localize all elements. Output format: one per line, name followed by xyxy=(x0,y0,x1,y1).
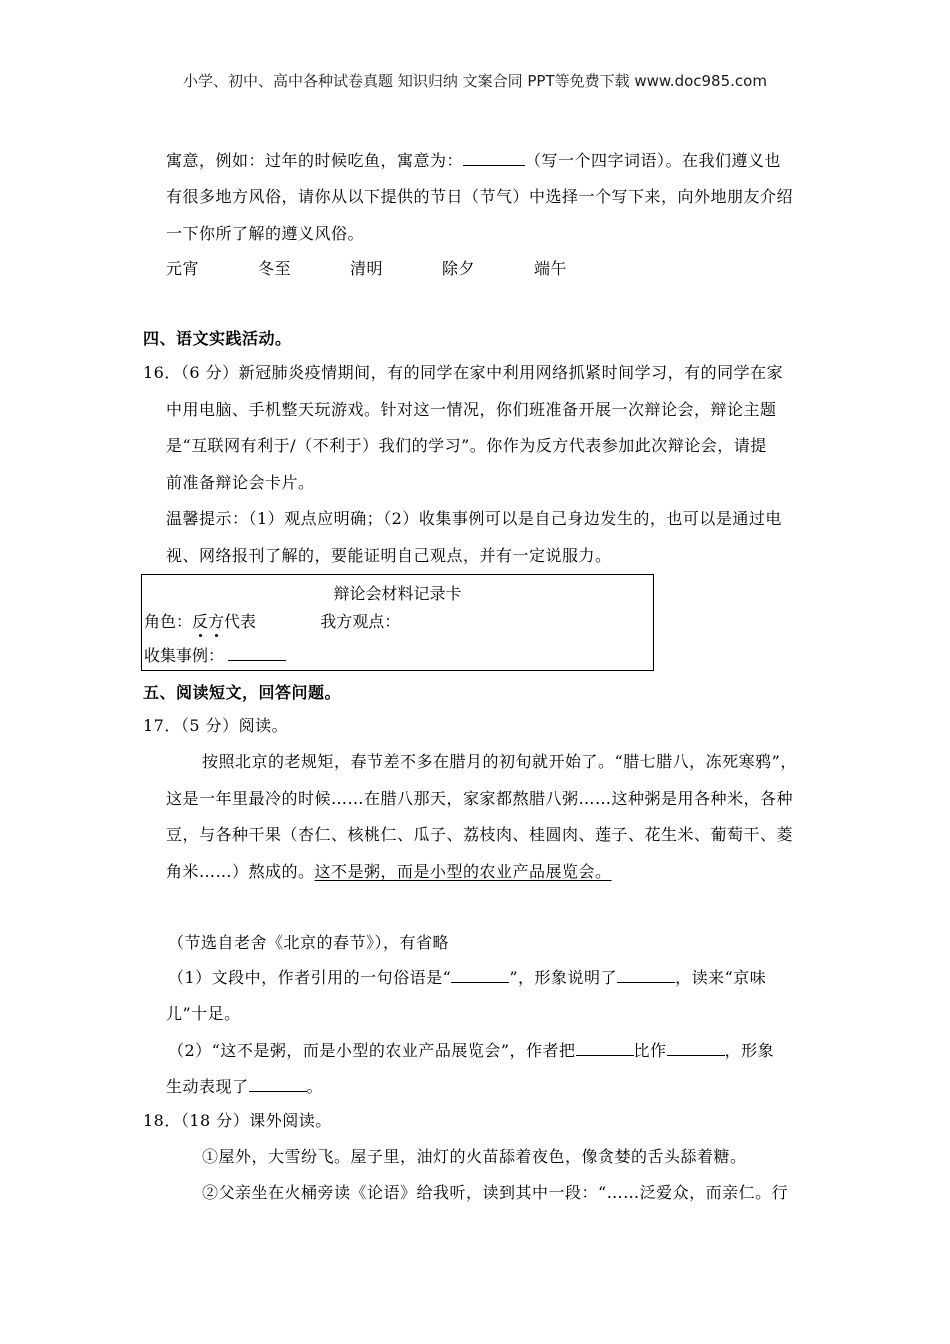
q17-sub1-c: ，读来“京味 xyxy=(675,968,767,987)
q18-para2: ②父亲坐在火桶旁读《论语》给我听，读到其中一段：“……泛爱众，而亲仁。行 xyxy=(202,1183,789,1202)
festival-option: 除夕 xyxy=(442,259,476,278)
q17-sub1-b: ”，形象说明了 xyxy=(509,968,618,987)
q18-para1: ①屋外，大雪纷飞。屋子里，油灯的火苗舔着夜色，像贪婪的舌头舔着糖。 xyxy=(202,1147,747,1166)
q17-sub2-b: 比作 xyxy=(633,1041,667,1060)
examples-blank[interactable] xyxy=(228,646,286,661)
festival-option: 清明 xyxy=(350,259,384,278)
festival-option: 元宵 xyxy=(166,259,200,278)
q17-sub2-blank1[interactable] xyxy=(576,1041,634,1056)
q17-sub1-a: （1）文段中，作者引用的一句俗语是“ xyxy=(168,968,452,987)
q17-sub2-line1 xyxy=(168,1038,774,1061)
q16-line3: 是“互联网有利于/（不利于）我们的学习”。你作为反方代表参加此次辩论会，请提 xyxy=(166,436,767,455)
card-examples-row xyxy=(144,643,286,666)
q16-line2: 中用电脑、手机整天玩游戏。针对这一情况，你们班准备开展一次辩论会，辩论主题 xyxy=(166,400,777,419)
q17-para-line4 xyxy=(166,859,612,882)
q17-para-line2: 这是一年里最冷的时候……在腊八那天，家家都熬腊八粥……这种粥是用各种米，各种 xyxy=(166,789,794,808)
q16-tip2: 视、网络报刊了解的，要能证明自己观点，并有一定说服力。 xyxy=(166,546,612,565)
viewpoint-label: 我方观点： xyxy=(320,612,401,631)
section-5-title: 五、阅读短文，回答问题。 xyxy=(143,683,342,702)
examples-label: 收集事例： xyxy=(144,646,225,665)
q17-sub2-e: 。 xyxy=(306,1077,324,1096)
q15-line3: 一下你所了解的遵义风俗。 xyxy=(166,224,365,243)
q15-answer-blank[interactable] xyxy=(463,151,525,166)
card-title: 辩论会材料记录卡 xyxy=(333,584,462,603)
q16-line4: 前准备辩论会卡片。 xyxy=(166,473,315,492)
debate-record-card xyxy=(141,574,654,671)
role-char: 方 xyxy=(208,612,225,631)
q17-sub1-blank2[interactable] xyxy=(617,968,675,983)
q15-line2: 有很多地方风俗，请你从以下提供的节日（节气）中选择一个写下来，向外地朋友介绍 xyxy=(166,187,794,206)
festival-options xyxy=(166,256,626,279)
q17-sub2-line2 xyxy=(166,1074,323,1097)
q16-tip1: 温馨提示：（1）观点应明确；（2）收集事例可以是自己身边发生的，也可以是通过电 xyxy=(166,509,782,528)
q17-sub2-c: ，形象 xyxy=(724,1041,775,1060)
q17-sub2-a: （2）“这不是粥，而是小型的农业产品展览会”，作者把 xyxy=(168,1041,576,1060)
role-value-rest: 代表 xyxy=(224,612,257,631)
q17-sub2-blank3[interactable] xyxy=(249,1077,307,1092)
q15-line1-post: （写一个四字词语）。在我们遵义也 xyxy=(525,151,782,170)
q17-sub1-line2: 儿”十足。 xyxy=(166,1004,241,1023)
q17-sub2-d: 生动表现了 xyxy=(166,1077,249,1096)
role-label: 角色： xyxy=(144,612,193,631)
role-char: 反 xyxy=(192,612,209,631)
festival-option: 冬至 xyxy=(258,259,292,278)
q18-head: 18．（18 分）课外阅读。 xyxy=(143,1111,332,1130)
festival-option: 端午 xyxy=(534,259,568,278)
card-role-row xyxy=(144,609,400,632)
q15-line1 xyxy=(166,148,781,171)
section-4-title: 四、语文实践活动。 xyxy=(143,329,292,348)
q17-para-line1: 按照北京的老规矩，春节差不多在腊月的初旬就开始了。“腊七腊八，冻死寒鸦”， xyxy=(202,752,797,771)
q17-sub2-blank2[interactable] xyxy=(667,1041,725,1056)
q17-para-line3: 豆，与各种干果（杏仁、核桃仁、瓜子、荔枝肉、桂圆肉、莲子、花生米、葡萄干、菱 xyxy=(166,825,794,844)
page-header: 小学、初中、高中各种试卷真题 知识归纳 文案合同 PPT等免费下载 www.doc985.com xyxy=(183,72,767,90)
q17-underlined-sentence: 这不是粥，而是小型的农业产品展览会。 xyxy=(314,862,612,881)
q17-head: 17．（5 分）阅读。 xyxy=(143,716,289,735)
q17-sub1-blank1[interactable] xyxy=(451,968,509,983)
q17-sub1-line1 xyxy=(168,965,766,988)
q16-line1: 16．（6 分）新冠肺炎疫情期间，有的同学在家中利用网络抓紧时间学习，有的同学在家 xyxy=(143,363,784,382)
q15-line1-pre: 寓意，例如：过年的时候吃鱼，寓意为： xyxy=(166,151,464,170)
q17-source: （节选自老舍《北京的春节》），有省略 xyxy=(168,933,450,952)
q17-para-line4-pre: 角米……）熬成的。 xyxy=(166,862,315,881)
role-value xyxy=(192,612,224,631)
